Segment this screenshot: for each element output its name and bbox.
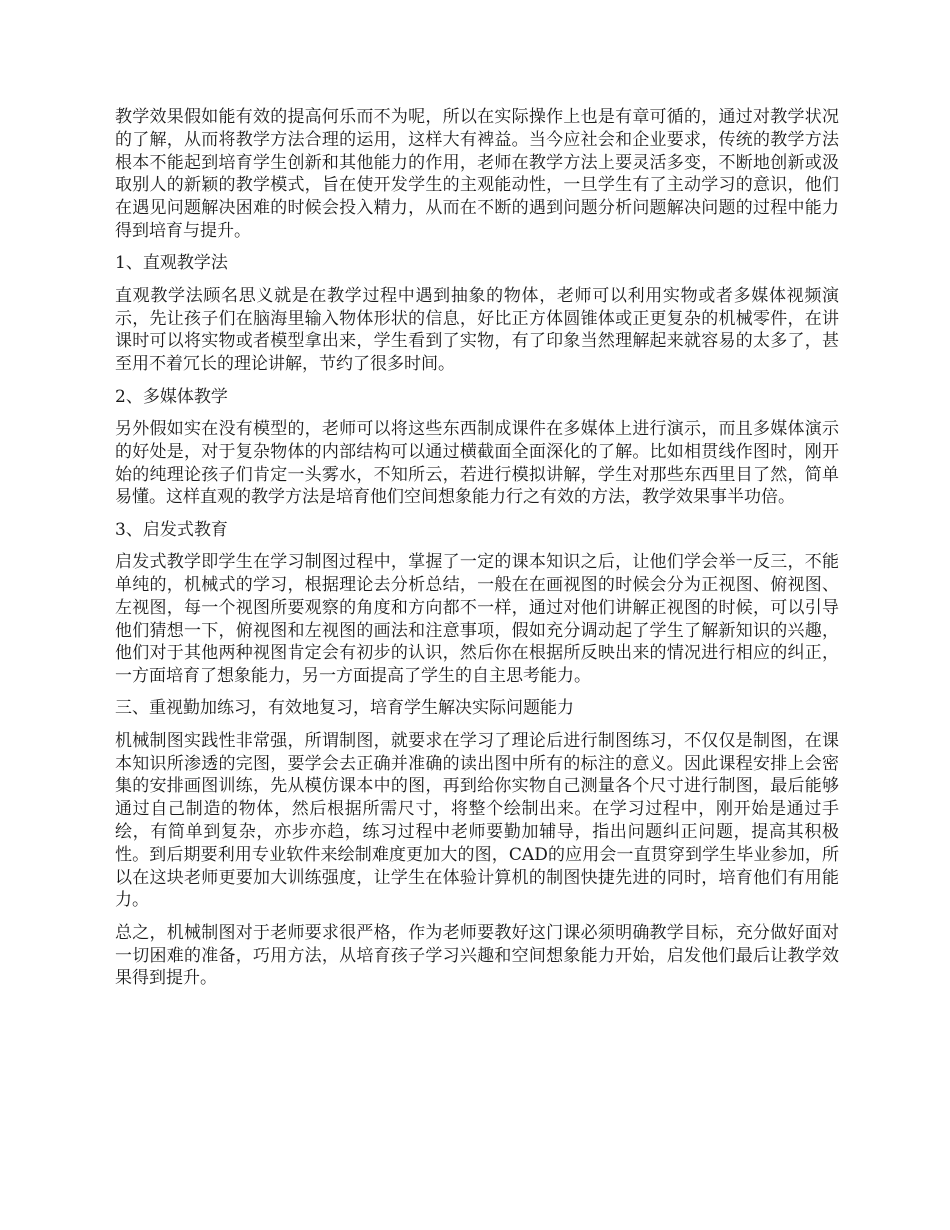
paragraph-heuristic-education: 启发式教学即学生在学习制图过程中，掌握了一定的课本知识之后，让他们学会举一反三，不能单纯的，机械式的学习，根据理论去分析总结，一般在在画视图的时候会分为正视图、俯视图、左视图，每一个视图所要观察的角度和方向都不一样，通过对他们讲解正视图的时候，可以引导他们猜想一下，俯视图和左视图的画法和注意事项，假如充分调动起了学生了解新知识的兴趣，他们对于其他两种视图肯定会有初步的认识，然后你在根据所反映出来的情况进行相应的纠正，一方面培育了想象能力，另一方面提高了学生的自主思考能力。: [115, 552, 839, 687]
paragraph-conclusion: 总之，机械制图对于老师要求很严格，作为老师要教好这门课必须明确教学目标，充分做好面对一切困难的准备，巧用方法，从培育孩子学习兴趣和空间想象能力开始，启发他们最后让教学效果得到提升。: [115, 922, 839, 989]
paragraph-intuitive-teaching: 直观教学法顾名思义就是在教学过程中遇到抽象的物体，老师可以利用实物或者多媒体视频演示，先让孩子们在脑海里输入物体形状的信息，好比正方体圆锥体或正更复杂的机械零件，在讲课时可以将实物或者模型拿出来，学生看到了实物，有了印象当然理解起来就容易的太多了，甚至用不着冗长的理论讲解，节约了很多时间。: [115, 285, 839, 375]
document-body: [115, 106, 839, 1000]
paragraph-multimedia-teaching: 另外假如实在没有模型的，老师可以将这些东西制成课件在多媒体上进行演示，而且多媒体演示的好处是，对于复杂物体的内部结构可以通过横截面全面深化的了解。比如相贯线作图时，刚开始的纯理论孩子们肯定一头雾水，不知所云，若进行模拟讲解，学生对那些东西里目了然，简单易懂。这样直观的教学方法是培育他们空间想象能力行之有效的方法，教学效果事半功倍。: [115, 418, 839, 508]
heading-practice-review: 三、重视勤加练习，有效地复习，培育学生解决实际问题能力: [115, 698, 574, 719]
heading-heuristic-education: 3、启发式教育: [115, 519, 228, 540]
paragraph-practice-review: 机械制图实践性非常强，所谓制图，就要求在学习了理论后进行制图练习，不仅仅是制图，在课本知识所渗透的完图，要学会去正确并准确的读出图中所有的标注的意义。因此课程安排上会密集的安排画图训练，先从模仿课本中的图，再到给你实物自己测量各个尺寸进行制图，最后能够通过自己制造的物体，然后根据所需尺寸，将整个绘制出来。在学习过程中，刚开始是通过手绘，有简单到复杂，亦步亦趋，练习过程中老师要勤加辅导，指出问题纠正问题，提高其积极性。到后期要利用专业软件来绘制难度更加大的图，CAD的应用会一直贯穿到学生毕业参加，所以在这块老师更要加大训练强度，让学生在体验计算机的制图快捷先进的同时，培育他们有用能力。: [115, 730, 839, 911]
paragraph-intro: 教学效果假如能有效的提高何乐而不为呢，所以在实际操作上也是有章可循的，通过对教学状况的了解，从而将教学方法合理的运用，这样大有裨益。当今应社会和企业要求，传统的教学方法根本不能起到培育学生创新和其他能力的作用，老师在教学方法上要灵活多变，不断地创新或汲取别人的新颖的教学模式，旨在使开发学生的主观能动性，一旦学生有了主动学习的意识，他们在遇见问题解决困难的时候会投入精力，从而在不断的遇到问题分析问题解决问题的过程中能力得到培育与提升。: [115, 107, 839, 241]
heading-multimedia-teaching: 2、多媒体教学: [115, 386, 228, 407]
heading-intuitive-teaching: 1、直观教学法: [115, 253, 228, 274]
